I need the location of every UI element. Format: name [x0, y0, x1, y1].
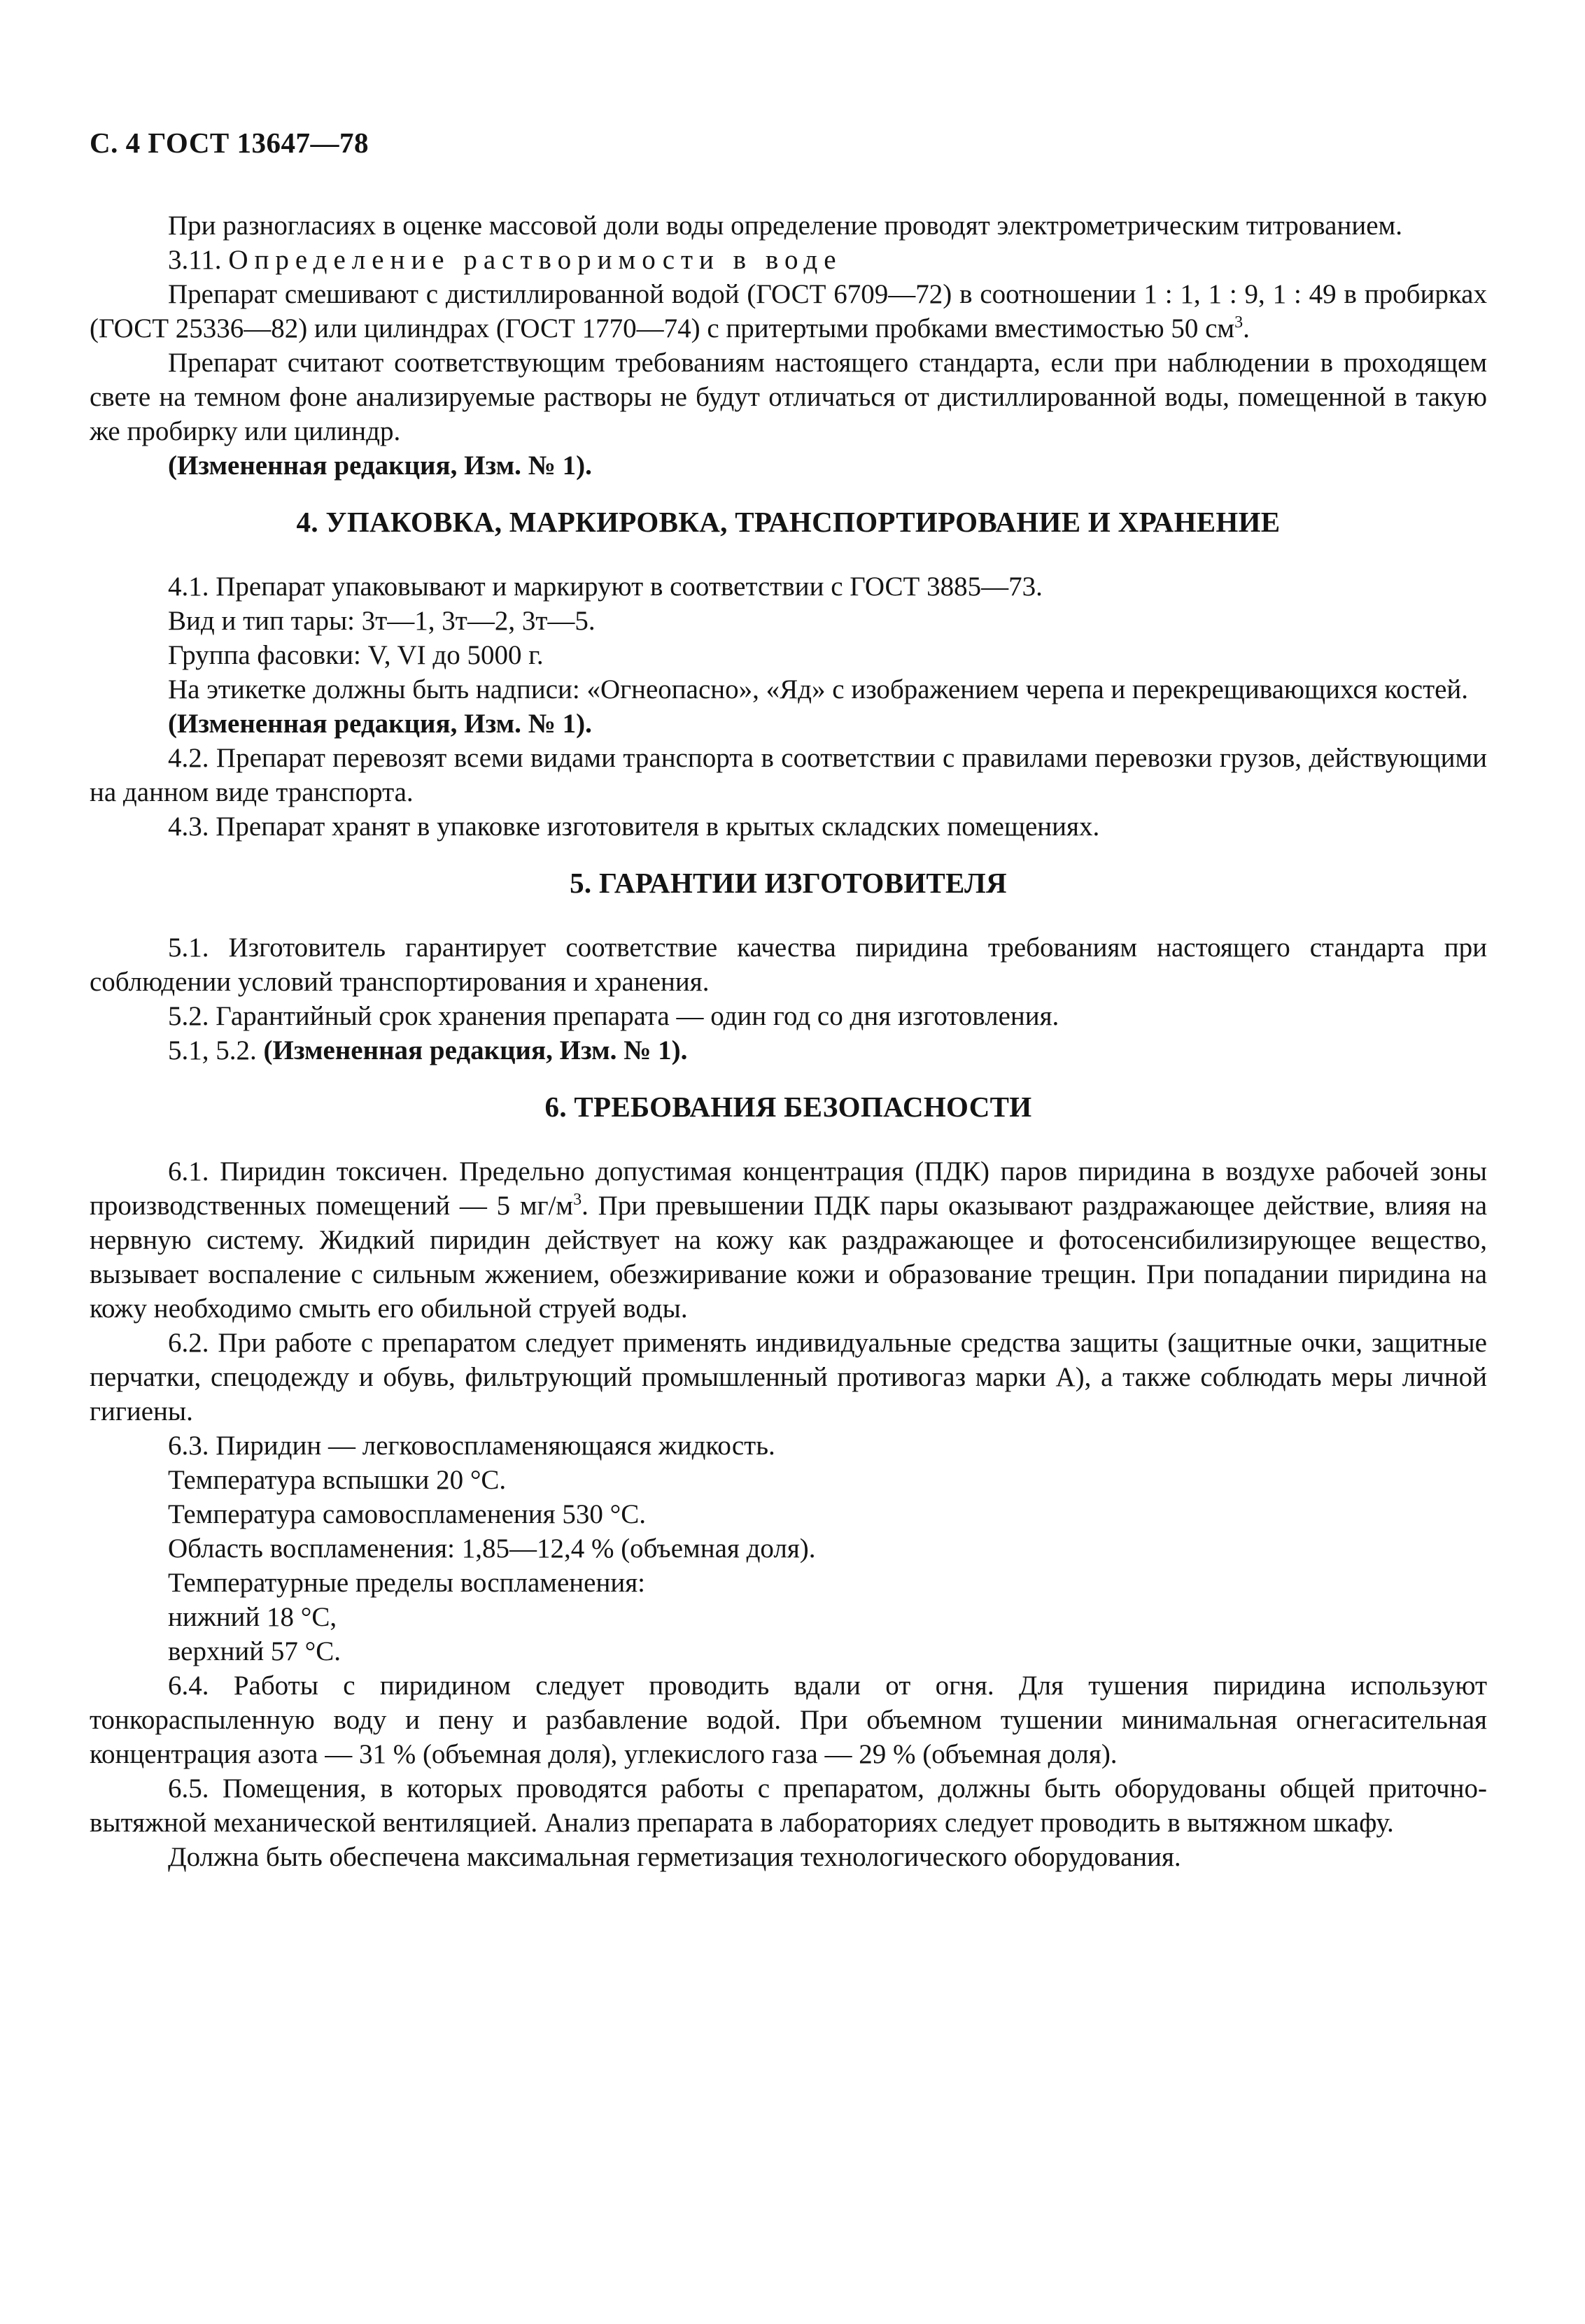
flammability-range: Область воспламенения: 1,85—12,4 % (объемная доля).	[168, 1533, 816, 1564]
clause-ref: 5.1, 5.2.	[168, 1035, 264, 1065]
paragraph-5-2: 5.2. Гарантийный срок хранения препарата — один год со дня изготовления.	[168, 1001, 1059, 1031]
superscript: 3	[1234, 313, 1244, 332]
paragraph-sealing: Должна быть обеспечена максимальная герметизация технологического оборудования.	[168, 1842, 1181, 1872]
text-run-end: .	[1243, 313, 1250, 343]
paragraph-4-2: 4.2. Препарат перевозят всеми видами транспорта в соответствии с правилами перевозки грузов, действующими на данном виде транспорта.	[90, 743, 1487, 807]
flash-point: Температура вспышки 20 °С.	[168, 1465, 507, 1495]
flammability-limits-title: Температурные пределы воспламенения:	[168, 1568, 645, 1598]
paragraph-6-3: 6.3. Пиридин — легковоспламеняющаяся жидкость.	[168, 1431, 775, 1461]
paragraph-6-1	[90, 1154, 1487, 1326]
text-run: Препарат смешивают с дистиллированной водой (ГОСТ 6709—72) в соотношении 1 : 1, 1 : 9, 1 : 49 в пробирках (ГОСТ 25336—82) или цилиндрах (ГОСТ 1770—74) с притертыми пробками вместимостью 50 см	[90, 279, 1487, 343]
paragraph-packing-group: Группа фасовки: V, VI до 5000 г.	[168, 640, 544, 670]
running-header: С. 4 ГОСТ 13647—78	[90, 127, 369, 159]
lower-limit: нижний 18 °С,	[168, 1602, 337, 1632]
section-heading-6: 6. ТРЕБОВАНИЯ БЕЗОПАСНОСТИ	[544, 1091, 1032, 1123]
paragraph-container-type: Вид и тип тары: 3т—1, 3т—2, 3т—5.	[168, 606, 596, 636]
paragraph-3-11-criteria: Препарат считают соответствующим требованиям настоящего стандарта, если при наблюдении в проходящем свете на темном фоне анализируемые растворы не будут отличаться от дистиллированной воды, помещенной в такую же пробирку или цилиндр.	[90, 348, 1487, 446]
clause-title: Определение растворимости в воде	[228, 245, 843, 275]
paragraph-3-11-title	[90, 243, 1487, 277]
amendment-note: (Измененная редакция, Изм. № 1).	[168, 451, 592, 481]
paragraph-3-11-method	[90, 277, 1487, 346]
upper-limit: верхний 57 °С.	[168, 1636, 341, 1666]
amendment-note: (Измененная редакция, Изм. № 1).	[168, 709, 592, 739]
paragraph-4-1: 4.1. Препарат упаковывают и маркируют в соответствии с ГОСТ 3885—73.	[168, 572, 1043, 602]
amendment-note: (Измененная редакция, Изм. № 1).	[263, 1035, 688, 1065]
paragraph-6-4: 6.4. Работы с пиридином следует проводить вдали от огня. Для тушения пиридина используют тонкораспыленную воду и пену и разбавление водой. При объемном тушении минимальная огнегасительная концентрация азота — 31 % (объемная доля), углекислого газа — 29 % (объемная доля).	[90, 1671, 1487, 1769]
paragraph-5-amendment	[90, 1033, 1487, 1068]
paragraph-6-5: 6.5. Помещения, в которых проводятся работы с препаратом, должны быть оборудованы общей приточно-вытяжной механической вентиляцией. Анализ препарата в лабораториях следует проводить в вытяжном шкафу.	[90, 1773, 1487, 1838]
paragraph-5-1: 5.1. Изготовитель гарантирует соответствие качества пиридина требованиям настоящего стандарта при соблюдении условий транспортирования и хранения.	[90, 933, 1487, 997]
paragraph-4-3: 4.3. Препарат хранят в упаковке изготовителя в крытых складских помещениях.	[168, 812, 1100, 842]
paragraph-label: На этикетке должны быть надписи: «Огнеопасно», «Яд» с изображением черепа и перекрещивающихся костей.	[168, 674, 1469, 704]
autoignition-temperature: Температура самовоспламенения 530 °С.	[168, 1499, 646, 1529]
superscript: 3	[573, 1191, 582, 1209]
paragraph-6-2: 6.2. При работе с препаратом следует применять индивидуальные средства защиты (защитные очки, защитные перчатки, спецодежду и обувь, фильтрующий промышленный противогаз марки А), а также соблюдать меры личной гигиены.	[90, 1328, 1487, 1426]
paragraph-electrometric: При разногласиях в оценке массовой доли воды определение проводят электрометрическим титрованием.	[168, 211, 1402, 241]
text-run-end: . При превышении ПДК пары оказывают раздражающее действие, влияя на нервную систему. Жидкий пиридин действует на кожу как раздражающее и фотосенсибилизирующее вещество, вызывает воспаление с сильным жжением, обезжиривание кожи и образование трещин. При попадании пиридина на кожу необходимо смыть его обильной струей воды.	[90, 1191, 1488, 1324]
section-heading-4: 4. УПАКОВКА, МАРКИРОВКА, ТРАНСПОРТИРОВАНИЕ И ХРАНЕНИЕ	[296, 506, 1281, 538]
section-heading-5: 5. ГАРАНТИИ ИЗГОТОВИТЕЛЯ	[570, 867, 1007, 899]
clause-number: 3.11.	[168, 245, 229, 275]
text-run: 6.1. Пиридин токсичен. Предельно допустимая концентрация (ПДК) паров пиридина в воздухе рабочей зоны производственных помещений — 5 мг/м	[90, 1156, 1487, 1221]
